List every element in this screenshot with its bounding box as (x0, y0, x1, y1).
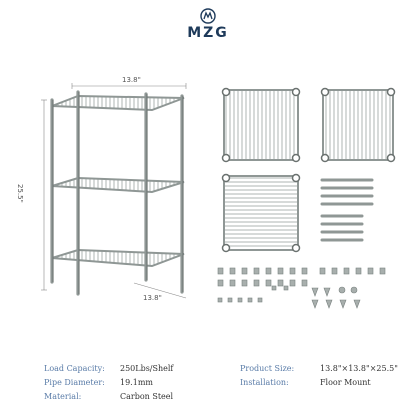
load-capacity-value: 250Lbs/Shelf (120, 364, 174, 373)
pipe-diameter-value: 19.1mm (120, 378, 153, 387)
material-label: Material: (44, 392, 82, 401)
pipe-diameter-label: Pipe Diameter: (44, 378, 105, 387)
height-dimension-label: 25.5" (16, 184, 24, 203)
width-dimension-label: 13.8" (122, 76, 141, 84)
load-capacity-label: Load Capacity: (44, 364, 105, 373)
product-size-value: 13.8"×13.8"×25.5" (320, 364, 398, 373)
product-size-label: Product Size: (240, 364, 295, 373)
depth-dimension-label: 13.8" (143, 294, 162, 302)
installation-value: Floor Mount (320, 378, 371, 387)
installation-label: Installation: (240, 378, 289, 387)
material-value: Carbon Steel (120, 392, 174, 401)
brand-name: MZG (187, 25, 229, 41)
